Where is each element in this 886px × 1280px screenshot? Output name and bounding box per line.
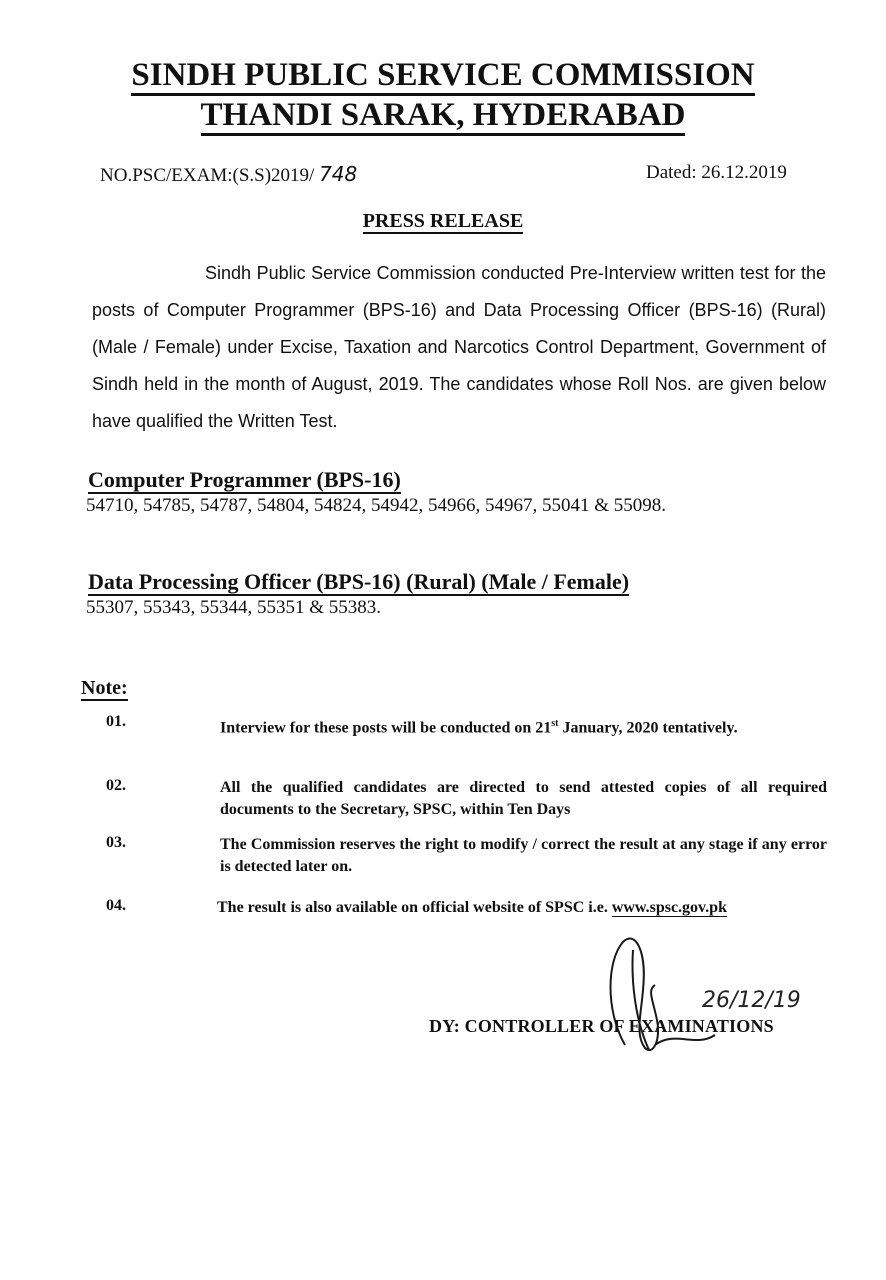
note-item-text <box>217 897 837 919</box>
website-link[interactable]: www.spsc.gov.pk <box>611 899 727 916</box>
note-item-text: All the qualified candidates are directed to send attested copies of all required documents to the Secretary, SPSC, within Ten Days <box>220 779 827 818</box>
note-item-number: 04. <box>106 897 126 914</box>
commission-address <box>0 95 886 135</box>
dated-label: Dated: 26.12.2019 <box>646 162 787 183</box>
section-title-computer-programmer <box>88 467 401 493</box>
commission-address-text: THANDI SARAK, HYDERABAD <box>201 97 686 136</box>
commission-name <box>0 55 886 95</box>
press-release-heading-text: PRESS RELEASE <box>362 210 524 232</box>
press-release-heading <box>0 210 886 233</box>
reference-number <box>100 162 357 187</box>
section-title-text: Data Processing Officer (BPS-16) (Rural) (Male / Female) <box>88 569 630 594</box>
note-item-number: 01. <box>106 713 126 730</box>
note-label <box>81 677 128 700</box>
note-item-text: The Commission reserves the right to modify / correct the result at any stage if any error is detected later on. <box>220 836 827 875</box>
note-item-text <box>220 713 827 739</box>
roll-numbers-computer-programmer: 54710, 54785, 54787, 54804, 54824, 54942, 54966, 54967, 55041 & 55098. <box>86 495 667 516</box>
note-text-before: Interview for these posts will be conducted on 21 <box>220 719 552 737</box>
body-paragraph: Sindh Public Service Commission conducted Pre-Interview written test for the posts of Computer Programmer (BPS-16) and Data Processing Officer (BPS-16) (Rural) (Male / Female) under Excise, Taxation and Narcotics Control Department, Government of Sindh held in the month of August, 2019. The candidates whose Roll Nos. are given below have qualified the Written Test. <box>92 263 826 431</box>
section-title-text: Computer Programmer (BPS-16) <box>88 467 401 492</box>
handwritten-date: 26/12/19 <box>702 988 801 1013</box>
note-label-text: Note: <box>81 677 128 699</box>
note-text-after: January, 2020 tentatively. <box>558 719 738 737</box>
note-text-before: The result is also available on official website of SPSC i.e. <box>217 899 612 916</box>
commission-name-text: SINDH PUBLIC SERVICE COMMISSION <box>131 57 754 96</box>
roll-numbers-data-processing-officer: 55307, 55343, 55344, 55351 & 55383. <box>86 597 382 618</box>
reference-number-prefix: NO.PSC/EXAM:(S.S)2019/ <box>100 165 320 186</box>
note-item-number: 03. <box>106 834 126 851</box>
note-item-number: 02. <box>106 777 126 794</box>
reference-number-handwritten: 748 <box>319 162 358 186</box>
signatory-title: DY: CONTROLLER OF EXAMINATIONS <box>429 1016 774 1036</box>
note-superscript: st <box>551 718 559 729</box>
section-title-data-processing-officer <box>88 569 629 595</box>
